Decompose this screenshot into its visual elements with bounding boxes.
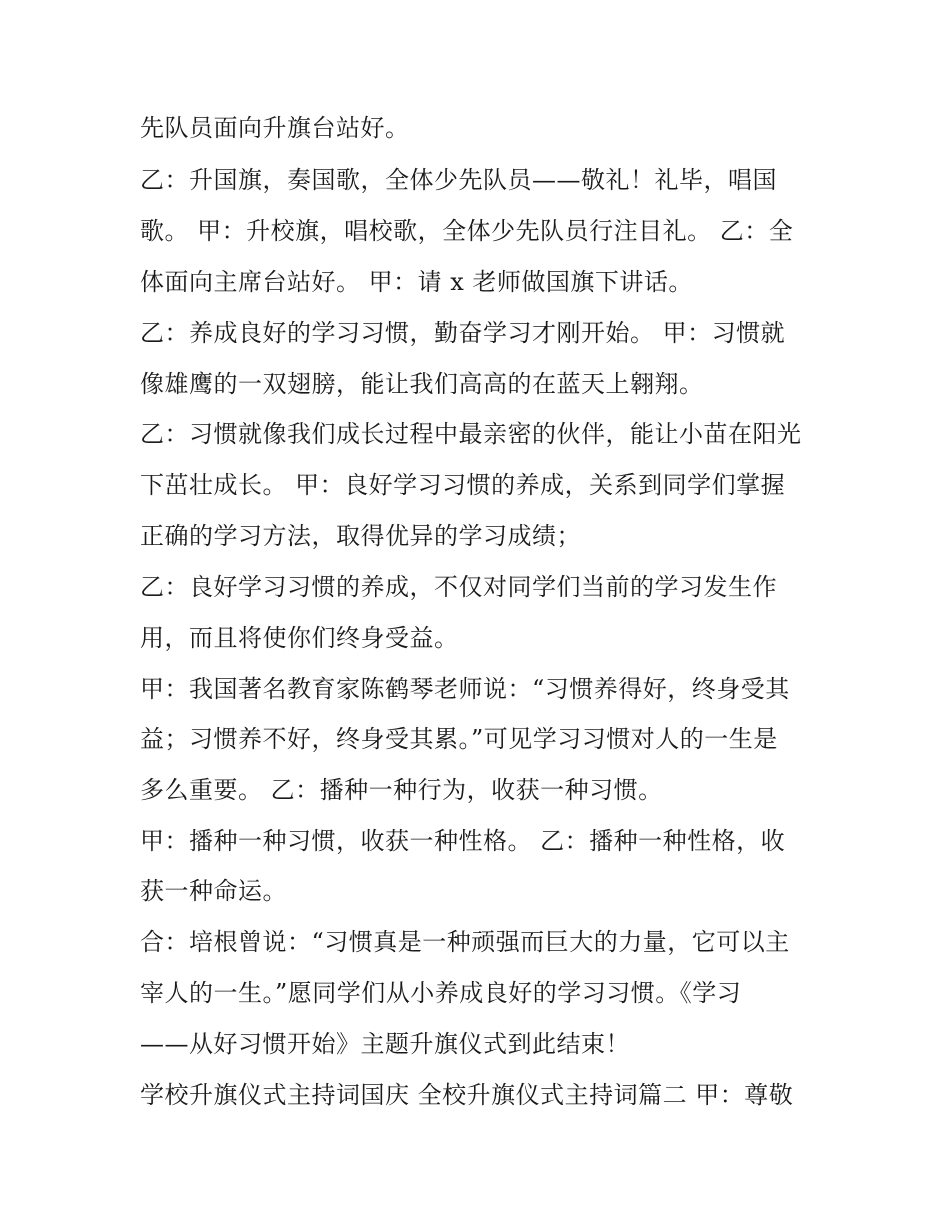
text-line: ——从好习惯开始》主题升旗仪式到此结束！: [140, 1030, 630, 1058]
text-line: 先队员面向升旗台站好。: [140, 114, 410, 142]
text-line: 益；习惯养不好，终身受其累。”可见学习习惯对人的一生是: [140, 725, 778, 753]
text-line: 甲：我国著名教育家陈鹤琴老师说：“习惯养得好，终身受其: [140, 675, 790, 703]
text-line: 正确的学习方法，取得优异的学习成绩；: [140, 522, 581, 550]
text-line: 多么重要。 乙：播种一种行为，收获一种习惯。: [140, 776, 663, 804]
text-line: 乙：升国旗，奏国歌，全体少先队员——敬礼！礼毕，唱国: [140, 166, 777, 194]
text-line: 乙：习惯就像我们成长过程中最亲密的伙伴，能让小苗在阳光: [140, 420, 802, 448]
text-line: 获一种命运。: [140, 877, 287, 905]
text-line: 下茁壮成长。 甲：良好学习习惯的养成，关系到同学们掌握: [140, 471, 786, 499]
text-line: 像雄鹰的一双翅膀，能让我们高高的在蓝天上翱翔。: [140, 370, 704, 398]
text-line: 合：培根曾说：“习惯真是一种顽强而巨大的力量，它可以主: [140, 928, 790, 956]
text-line: 乙：良好学习习惯的养成，不仅对同学们当前的学习发生作: [140, 573, 777, 601]
text-line: 宰人的一生。”愿同学们从小养成良好的学习习惯。《学习: [140, 979, 742, 1007]
text-line: 体面向主席台站好。 甲：请 x 老师做国旗下讲话。: [140, 268, 693, 296]
text-line: 乙：养成良好的学习习惯，勤奋学习才刚开始。 甲：习惯就: [140, 319, 786, 347]
text-line: 学校升旗仪式主持词国庆 全校升旗仪式主持词篇二 甲：尊敬: [140, 1081, 794, 1109]
text-line: 甲：播种一种习惯，收获一种性格。 乙：播种一种性格，收: [140, 827, 786, 855]
text-line: 歌。 甲：升校旗，唱校歌，全体少先队员行注目礼。 乙：全: [140, 217, 794, 245]
text-line: 用，而且将使你们终身受益。: [140, 624, 459, 652]
